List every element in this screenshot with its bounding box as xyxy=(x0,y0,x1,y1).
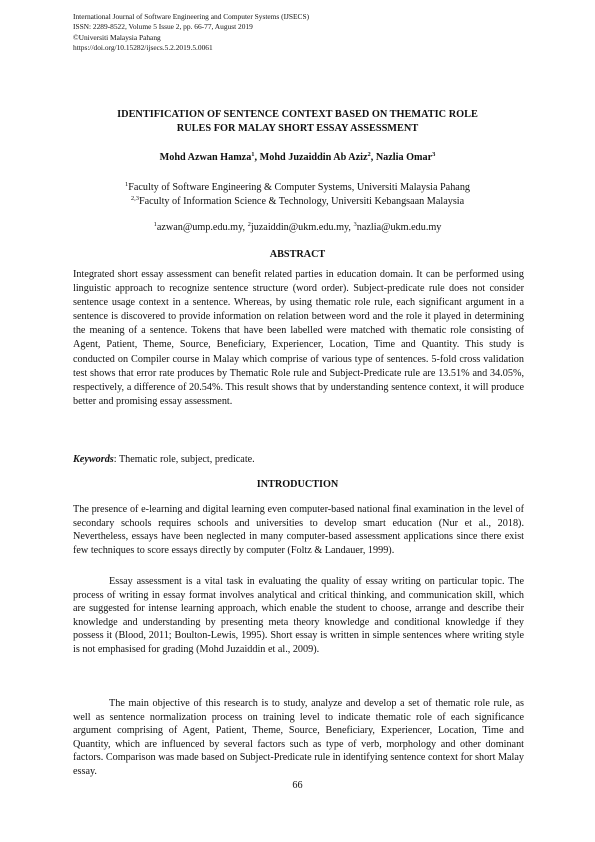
author-separator: , xyxy=(370,152,376,163)
author-list xyxy=(60,152,535,163)
affiliation-line xyxy=(60,181,535,195)
affiliation-line xyxy=(60,195,535,209)
intro-paragraph-1: The presence of e-learning and digital learning even computer-based national final examination in the level of secondary schools requires schools and universities to develop smart education (Nur et al., 2018). Nevertheless, essays have been neglected in many computer-based assessment applications since there exist few techniques to score essays directly by computer (Foltz & Landauer, 1999). xyxy=(73,504,524,556)
keywords-text: : Thematic role, subject, predicate. xyxy=(113,454,255,465)
introduction-heading: INTRODUCTION xyxy=(256,479,339,490)
journal-header xyxy=(73,12,309,53)
author-name: Nazlia Omar xyxy=(375,152,433,163)
keywords-label: Keywords xyxy=(73,454,114,465)
email-sup: 3 xyxy=(353,221,357,228)
email-sup: 1 xyxy=(153,221,157,228)
author-sup: 3 xyxy=(432,151,436,158)
title-line-2: RULES FOR MALAY SHORT ESSAY ASSESSMENT xyxy=(176,123,419,134)
email-address[interactable]: nazlia@ukm.edu.my xyxy=(356,222,442,233)
abstract-heading: ABSTRACT xyxy=(269,249,326,260)
journal-name: International Journal of Software Engineering and Computer Systems (IJSECS) xyxy=(73,12,310,21)
paper-title xyxy=(60,108,535,136)
author-sup: 1 xyxy=(251,151,255,158)
copyright-line: ©Universiti Malaysia Pahang xyxy=(73,32,161,42)
affiliation-text: Faculty of Software Engineering & Computer Systems, Universiti Malaysia Pahang xyxy=(128,182,471,193)
title-line-1: IDENTIFICATION OF SENTENCE CONTEXT BASED ON THEMATIC ROLE xyxy=(117,109,478,120)
author-name: Mohd Azwan Hamza xyxy=(159,152,252,163)
author-sup: 2 xyxy=(367,151,371,158)
intro-paragraph-3: The main objective of this research is to study, analyze and develop a set of thematic role rule, as well as sentence normalization process on training level to indicate thematic role of each significance argument comprising of Agent, Patient, Theme, Source, Beneficiary, Experiencer, Location, Time and Quantity, which are influenced by several factors such as type of verb, morphology and other dominant factors. Comparison was made based on Subject-Predicate rule in identifying sentence context for short Malay essay. xyxy=(73,698,524,777)
affiliation-sup: 2,3 xyxy=(130,195,139,202)
abstract-text: Integrated short essay assessment can benefit related parties in education domain. It can be performed using linguistic approach to recognize sentence structure (word order). Subject-predicate rule does not consider sentence usage context in a sentence. Whereas, by using thematic role rule, each significant argument in a sentence is discovered to provide information on relation between word and the role it played in determining the meaning of a sentence. Tokens that have been labelled were matched with thematic role consisting of Agent, Patient, Theme, Source, Beneficiary, Experiencer, Location, Time and Quantity. This study is conducted on Compiler course in Malay which comprise of various type of sentences. 5-fold cross validation test shows that error rate produces by Thematic Role rule and Subject-Predicate rule are 13.51% and 34.05%, respectively, a difference of 20.54%. This result shows that by understanding sentence context, it will produce better and promising essay assessment. xyxy=(73,269,524,407)
affiliation-sup: 1 xyxy=(124,181,129,188)
keywords-line xyxy=(73,453,524,467)
email-address[interactable]: juzaiddin@ukm.edu.my, xyxy=(250,222,354,233)
affiliation-text: Faculty of Information Science & Technology, Universiti Kebangsaan Malaysia xyxy=(138,196,465,207)
affiliations xyxy=(60,181,535,209)
email-sup: 2 xyxy=(247,221,251,228)
author-name: Mohd Juzaiddin Ab Aziz xyxy=(259,152,368,163)
author-separator: , xyxy=(254,152,260,163)
doi-link[interactable]: https://doi.org/10.15282/ijsecs.5.2.2019.5.0061 xyxy=(73,42,213,52)
email-list xyxy=(60,222,535,233)
issn-line: ISSN: 2289-8522, Volume 5 Issue 2, pp. 66-77, August 2019 xyxy=(73,22,253,32)
page-number: 66 xyxy=(292,780,303,791)
intro-paragraph-2: Essay assessment is a vital task in evaluating the quality of essay writing on particular topic. The process of writing in essay format involves analytical and critical thinking, and communication skill, which are suggested for intense learning approach, which enable the student to choose, arrange and describe their knowledge and understanding by presenting meta theory knowledge and conditional knowledge if they possess it (Blood, 2011; Boulton-Lewis, 1995). Short essay is written in simple sentences where writing style is not emphasised for grading (Mohd Juzaiddin et al., 2009). xyxy=(73,576,524,655)
email-address[interactable]: azwan@ump.edu.my, xyxy=(156,222,248,233)
